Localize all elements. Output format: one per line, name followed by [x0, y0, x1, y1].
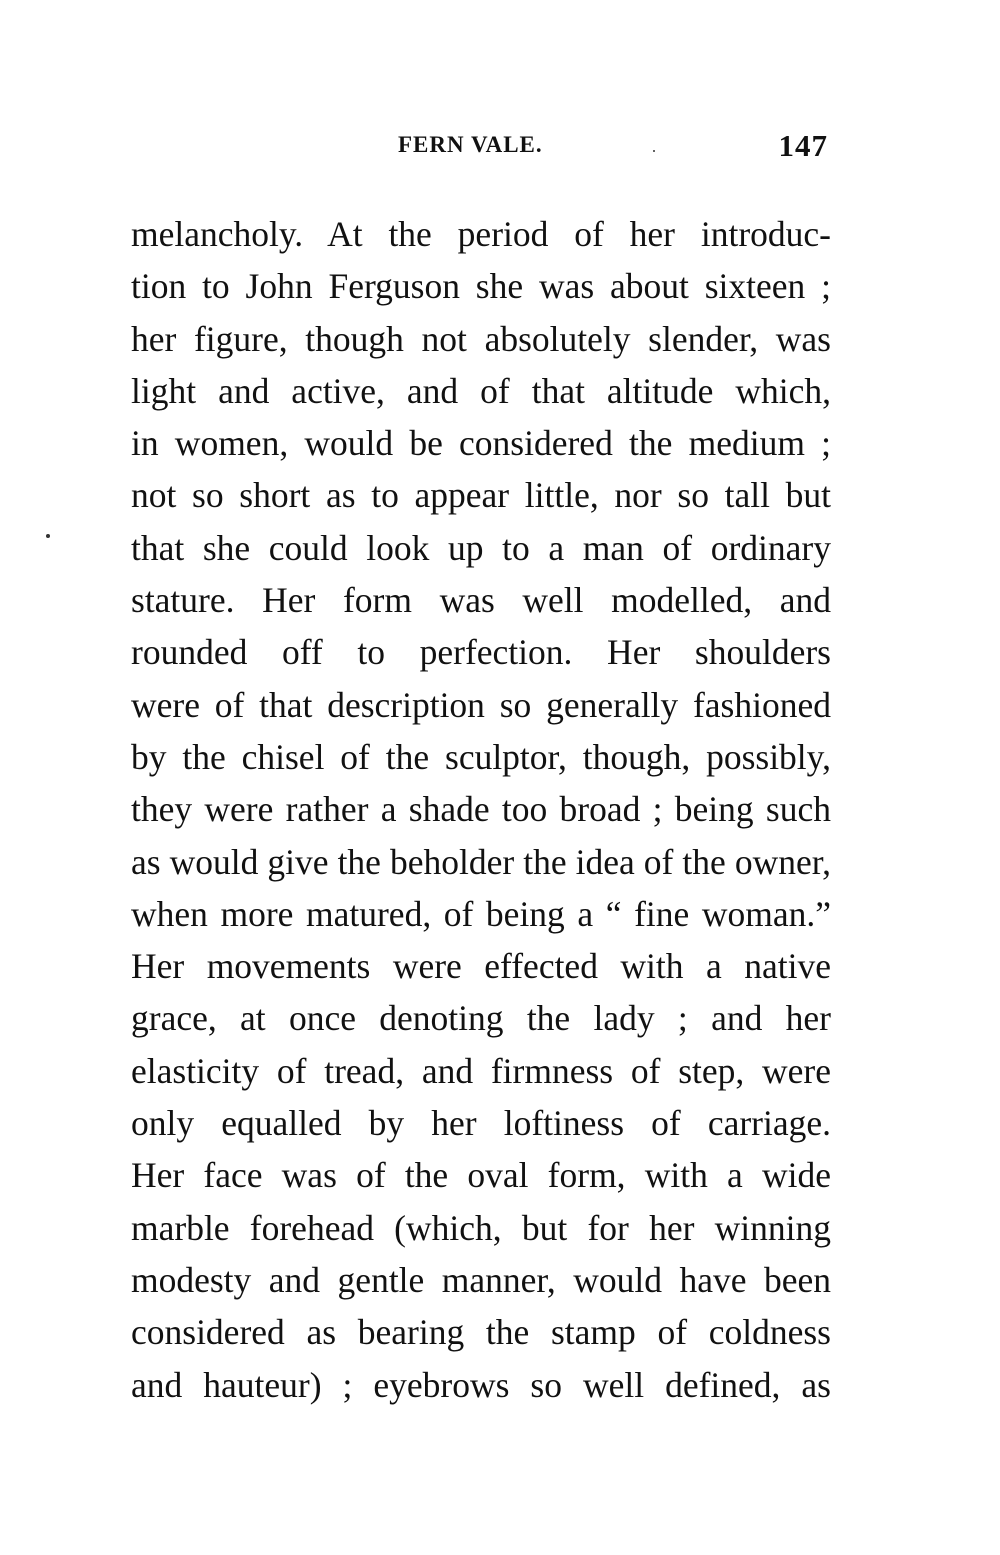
text-line: by the chisel of the sculptor, though, possibly, — [131, 736, 831, 777]
text-line: considered as bearing the stamp of coldness — [131, 1312, 831, 1353]
text-line: and hauteur) ; eyebrows so well defined, as — [131, 1364, 831, 1405]
text-line: were of that description so generally fashioned — [131, 684, 831, 725]
text-line: marble forehead (which, but for her winning — [131, 1207, 831, 1248]
scan-speck — [653, 150, 655, 152]
text-line: they were rather a shade too broad ; being such — [131, 789, 831, 830]
text-line: melancholy. At the period of her introduc- — [131, 214, 831, 254]
text-line: elasticity of tread, and firmness of step, were — [131, 1050, 831, 1091]
text-line: modesty and gentle manner, would have been — [131, 1259, 831, 1300]
text-line: that she could look up to a man of ordinary — [131, 527, 831, 568]
text-line: only equalled by her loftiness of carriage. — [131, 1103, 831, 1144]
text-line: Her face was of the oval form, with a wide — [131, 1155, 831, 1196]
running-title: FERN VALE. — [398, 132, 543, 157]
text-line: in women, would be considered the medium ; — [131, 423, 831, 464]
text-line: light and active, and of that altitude which, — [131, 370, 831, 411]
text-line: Her movements were effected with a native — [131, 946, 831, 987]
text-line: tion to John Ferguson she was about sixteen ; — [131, 266, 831, 307]
text-line: grace, at once denoting the lady ; and her — [131, 998, 831, 1039]
text-line: not so short as to appear little, nor so tall but — [131, 475, 831, 516]
text-line: her figure, though not absolutely slender, was — [131, 318, 831, 359]
text-line: as would give the beholder the idea of the owner, — [131, 841, 831, 882]
text-line: rounded off to perfection. Her shoulders — [131, 632, 831, 673]
scan-speck — [46, 534, 50, 538]
page-number: 147 — [778, 128, 828, 163]
text-line: when more matured, of being a “ fine woman.” — [131, 893, 831, 934]
body-text — [131, 208, 831, 1411]
text-line: stature. Her form was well modelled, and — [131, 580, 831, 621]
running-header — [130, 128, 830, 168]
